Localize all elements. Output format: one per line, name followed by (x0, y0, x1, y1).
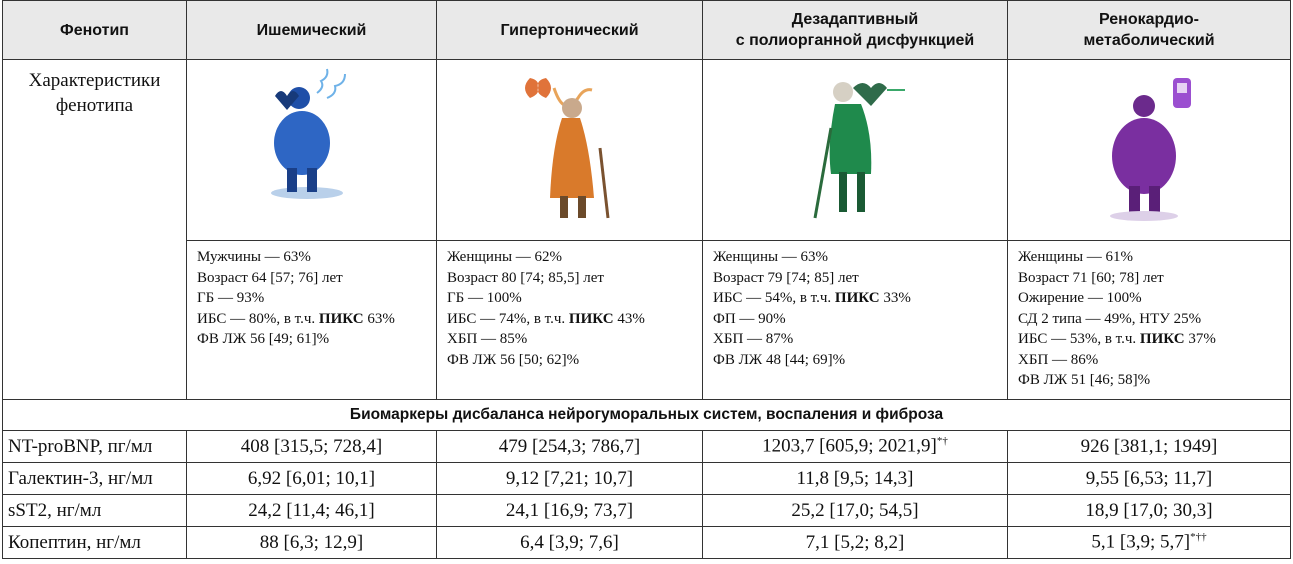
info-line: ХБП — 86% (1018, 351, 1099, 368)
image-row (3, 60, 1291, 241)
info-line: ФВ ЛЖ 48 [44; 69]% (713, 351, 846, 368)
biomarker-value: 9,55 [6,53; 11,7] (1008, 463, 1291, 495)
biomarker-label: NT-proBNP, пг/мл (3, 431, 187, 463)
info-line: Мужчины — 63% (197, 249, 311, 265)
info-line: Возраст 79 [74; 85] лет (713, 269, 859, 286)
biomarker-value: 408 [315,5; 728,4] (187, 431, 437, 463)
section-row (3, 400, 1291, 431)
info-line: Женщины — 63% (713, 249, 829, 265)
biomarker-value: 1203,7 [605,9; 2021,9]*† (703, 431, 1008, 463)
info-line: ГБ — 100% (447, 290, 522, 306)
ischemic-image-cell (187, 60, 437, 241)
info-line: ХБП — 87% (713, 331, 794, 347)
info-line: Возраст 80 [74; 85,5] лет (447, 269, 604, 286)
biomarker-value: 25,2 [17,0; 54,5] (703, 495, 1008, 527)
biomarker-value: 24,1 [16,9; 73,7] (437, 495, 703, 527)
ibs-piks-line: ИБС — 74%, в т.ч. ПИКС 43% (447, 310, 645, 327)
elderly-woman-kidney-icon (510, 68, 630, 233)
header-maladaptive: Дезадаптивный с полиорганной дисфункцией (703, 1, 1008, 60)
maladaptive-image-cell (703, 60, 1008, 241)
info-line: ФВ ЛЖ 51 [46; 58]% (1018, 372, 1151, 388)
ibs-piks-line: ИБС — 53%, в т.ч. ПИКС 37% (1018, 331, 1216, 347)
info-line: ФП — 90% (713, 310, 786, 327)
info-line: Женщины — 61% (1018, 249, 1134, 265)
biomarker-label: sST2, нг/мл (3, 495, 187, 527)
info-line: Возраст 71 [60; 78] лет (1018, 269, 1164, 286)
renocardiometabolic-info (1008, 241, 1291, 400)
significance-mark: *† (936, 435, 948, 448)
biomarker-value: 11,8 [9,5; 14,3] (703, 463, 1008, 495)
ibs-piks-line: ИБС — 54%, в т.ч. ПИКС 33% (713, 290, 911, 306)
info-line: ХБП — 85% (447, 331, 528, 347)
maladaptive-info (703, 241, 1008, 400)
ibs-piks-line: ИБС — 80%, в т.ч. ПИКС 63% (197, 310, 395, 327)
renocardiometabolic-image-cell (1008, 60, 1291, 241)
biomarker-row (3, 527, 1291, 559)
header-phenotype: Фенотип (3, 1, 187, 60)
obese-woman-glucometer-icon (1089, 68, 1209, 233)
biomarker-row (3, 431, 1291, 463)
biomarker-value: 18,9 [17,0; 30,3] (1008, 495, 1291, 527)
biomarker-value: 926 [381,1; 1949] (1008, 431, 1291, 463)
header-ischemic: Ишемический (187, 1, 437, 60)
biomarker-row (3, 463, 1291, 495)
header-hypertensive: Гипертонический (437, 1, 703, 60)
biomarker-value: 88 [6,3; 12,9] (187, 527, 437, 559)
ischemic-info (187, 241, 437, 400)
biomarker-label: Галектин-3, нг/мл (3, 463, 187, 495)
header-renocardiometabolic: Ренокардио- метаболический (1008, 1, 1291, 60)
obese-man-heart-icon (257, 68, 367, 233)
info-line: ФВ ЛЖ 56 [50; 62]% (447, 351, 580, 368)
biomarker-value: 479 [254,3; 786,7] (437, 431, 703, 463)
info-row (3, 241, 1291, 400)
significance-mark: *†† (1190, 531, 1207, 544)
characteristics-label: Характеристики фенотипа (3, 60, 187, 400)
hypertensive-info (437, 241, 703, 400)
hypertensive-image-cell (437, 60, 703, 241)
biomarker-value: 6,92 [6,01; 10,1] (187, 463, 437, 495)
biomarker-value: 9,12 [7,21; 10,7] (437, 463, 703, 495)
info-line: ГБ — 93% (197, 290, 265, 306)
info-line: Ожирение — 100% (1018, 290, 1142, 306)
biomarkers-section-title: Биомаркеры дисбаланса нейрогуморальных систем, воспаления и фиброза (3, 400, 1291, 431)
biomarker-value: 6,4 [3,9; 7,6] (437, 527, 703, 559)
info-line: СД 2 типа — 49%, НТУ 25% (1018, 310, 1202, 327)
biomarker-value: 5,1 [3,9; 5,7]*†† (1008, 527, 1291, 559)
biomarker-row (3, 495, 1291, 527)
biomarker-value: 7,1 [5,2; 8,2] (703, 527, 1008, 559)
biomarker-label: Копептин, нг/мл (3, 527, 187, 559)
biomarker-value: 24,2 [11,4; 46,1] (187, 495, 437, 527)
elderly-man-cane-heart-icon (795, 68, 915, 233)
info-line: ФВ ЛЖ 56 [49; 61]% (197, 331, 330, 347)
phenotype-table (2, 0, 1291, 559)
info-line: Женщины — 62% (447, 249, 563, 265)
info-line: Возраст 64 [57; 76] лет (197, 269, 343, 286)
header-row (3, 1, 1291, 60)
